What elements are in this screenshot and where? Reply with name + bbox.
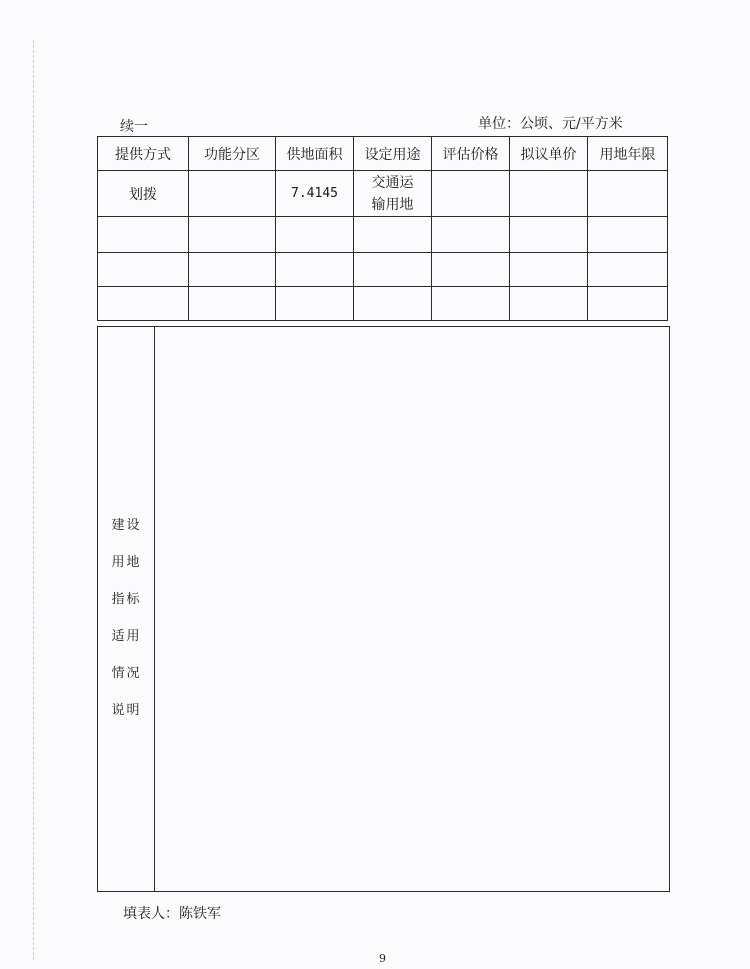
usage-notes-label-line: 用地 [111,555,142,570]
header-cell-assessed-price: 评估价格 [432,137,510,171]
table-cell [510,287,588,321]
binding-margin-line [33,40,34,960]
table-cell [354,287,432,321]
table-cell [432,253,510,287]
table-cell [98,287,189,321]
header-cell-land-term: 用地年限 [588,137,668,171]
table-row [98,217,668,253]
usage-notes-label [98,327,155,891]
header-cell-supply-method: 提供方式 [98,137,189,171]
form-filler: 填表人：陈铁军 [123,906,221,922]
header-cell-set-use: 设定用途 [354,137,432,171]
table-cell [354,217,432,253]
table-cell [588,253,668,287]
header-cell-land-area: 供地面积 [276,137,354,171]
table-row [98,253,668,287]
table-cell [189,253,276,287]
table-row [98,287,668,321]
table-cell: 7.4145 [276,171,354,217]
table-cell [354,253,432,287]
table-row [98,171,668,217]
table-cell [98,217,189,253]
header-cell-function-zone: 功能分区 [189,137,276,171]
table-cell [432,287,510,321]
table-cell [588,171,668,217]
table-cell [588,217,668,253]
table-cell [98,253,189,287]
usage-notes-content [155,327,669,891]
table-cell [588,287,668,321]
table-cell: 交通运 输用地 [354,171,432,217]
usage-notes-label-line: 说明 [111,703,142,718]
page-number: 9 [379,952,386,965]
table-cell [276,217,354,253]
table-cell [189,287,276,321]
table-cell [189,217,276,253]
table-cell [189,171,276,217]
table-cell: 划拨 [98,171,189,217]
table-cell [510,253,588,287]
usage-notes-label-line: 情况 [111,666,142,681]
usage-notes-label-line: 建设 [111,518,142,533]
header-cell-proposed-unit-price: 拟议单价 [510,137,588,171]
usage-notes-label-line: 指标 [111,592,142,607]
table-header-row [98,137,668,171]
table-cell [510,217,588,253]
table-cell [276,253,354,287]
table-cell [432,217,510,253]
continuation-caption: 续一 [120,119,148,135]
usage-notes-label-line: 适用 [111,629,142,644]
table-cell [432,171,510,217]
usage-notes-section [97,326,670,892]
table-cell [276,287,354,321]
land-supply-table [97,136,668,321]
unit-caption: 单位：公顷、元/平方米 [478,116,623,132]
table-cell [510,171,588,217]
